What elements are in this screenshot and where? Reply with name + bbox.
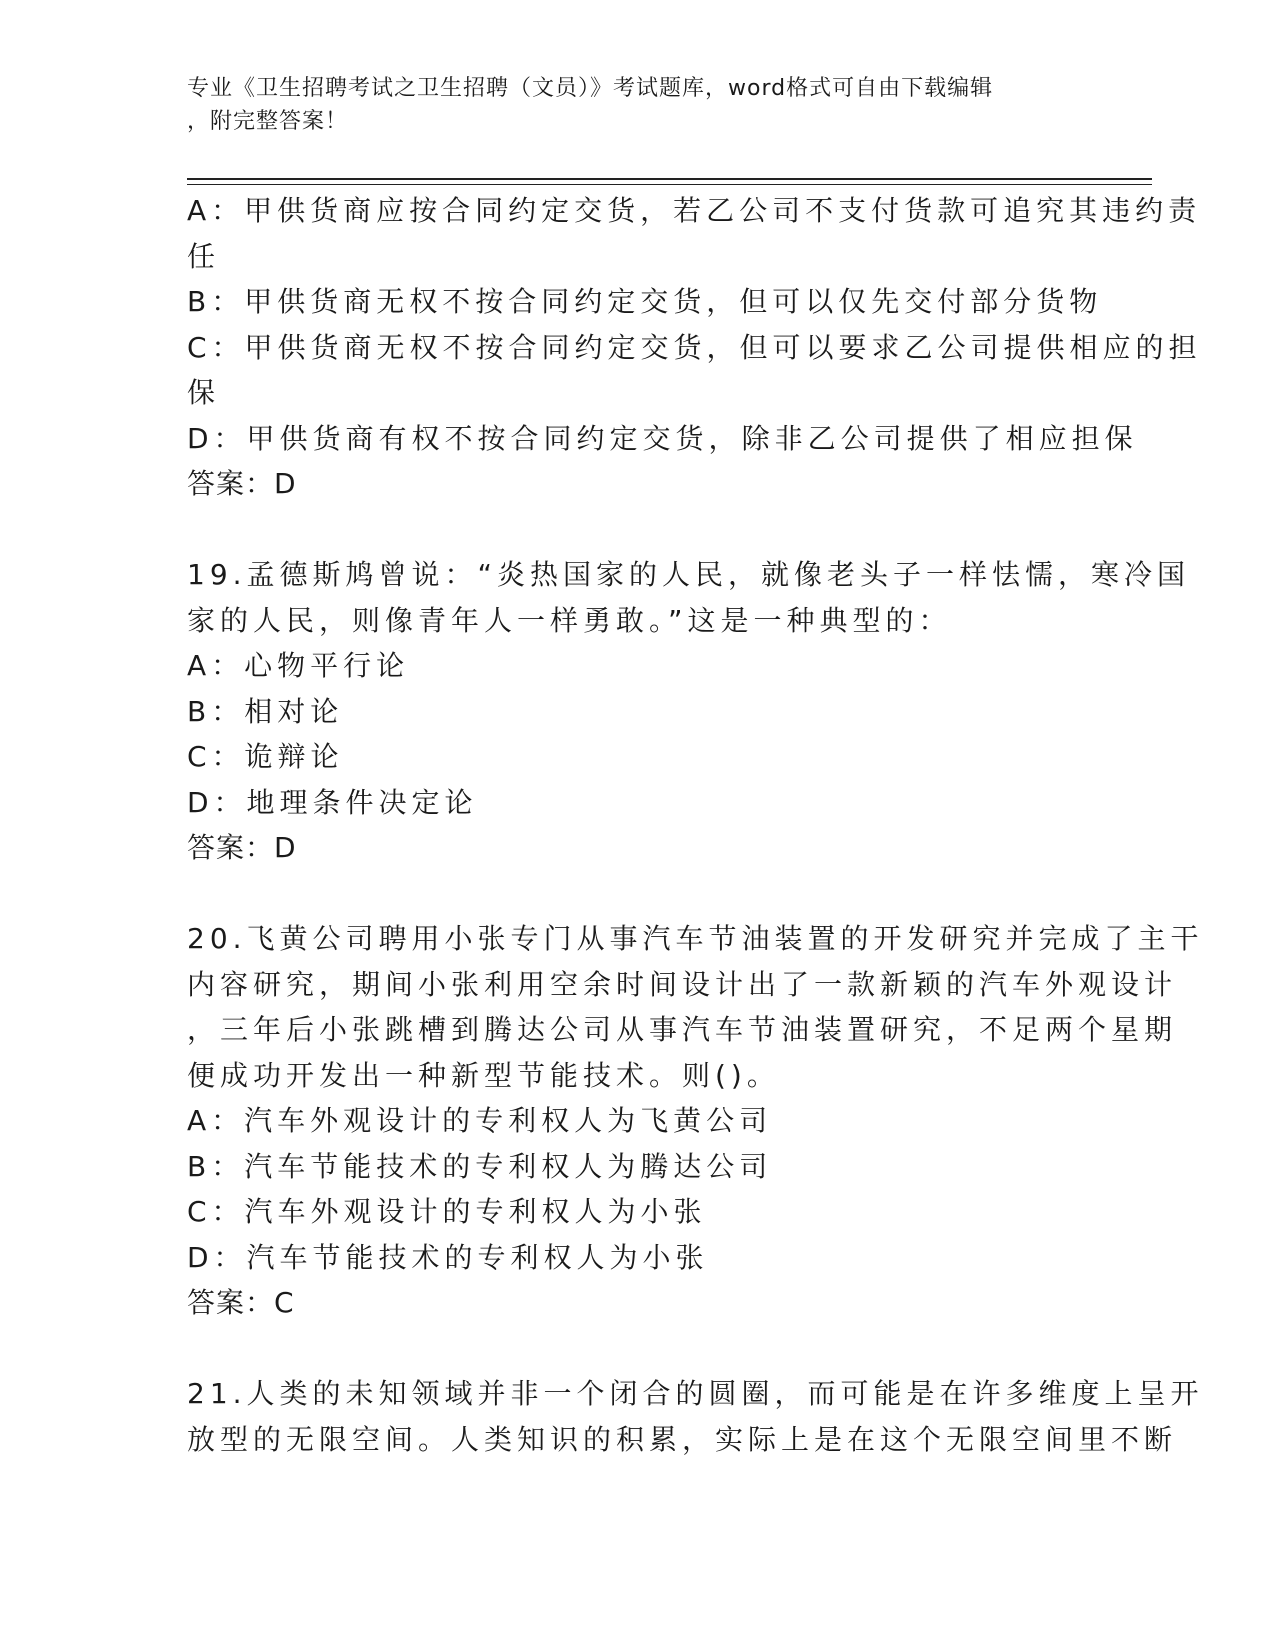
option-a: A：汽车外观设计的专利权人为飞黄公司 — [187, 1104, 773, 1137]
question-text: 20.飞黄公司聘用小张专门从事汽车节油装置的开发研究并完成了主干 — [187, 922, 1204, 955]
question-18-options — [187, 188, 1202, 507]
answer: 答案：D — [187, 467, 297, 500]
option-c: C：汽车外观设计的专利权人为小张 — [187, 1195, 707, 1228]
header-rule-thin — [187, 184, 1152, 185]
question-20 — [187, 916, 1204, 1326]
option-b: B：汽车节能技术的专利权人为腾达公司 — [187, 1149, 773, 1183]
header-line-1: 专业《卫生招聘考试之卫生招聘（文员）》考试题库，word格式可自由下载编辑 — [187, 76, 994, 101]
question-21 — [187, 1371, 1204, 1462]
option-a: A：心物平行论 — [187, 649, 410, 682]
header-rule-thick — [187, 178, 1152, 180]
spacer — [187, 1326, 1077, 1372]
document-header — [187, 72, 1087, 138]
option-c-continued: 保 — [187, 376, 221, 409]
question-text: 便成功开发出一种新型节能技术。则()。 — [187, 1058, 780, 1092]
question-text: ，三年后小张跳槽到腾达公司从事汽车节油装置研究，不足两个星期 — [187, 1013, 1178, 1046]
question-list — [187, 188, 1204, 1462]
option-c: C：甲供货商无权不按合同约定交货，但可以要求乙公司提供相应的担 — [187, 330, 1202, 364]
option-d: D：汽车节能技术的专利权人为小张 — [187, 1240, 709, 1274]
option-a-continued: 任 — [187, 239, 221, 273]
option-b: B：甲供货商无权不按合同约定交货，但可以仅先交付部分货物 — [187, 285, 1103, 318]
question-text: 21.人类的未知领域并非一个闭合的圆圈，而可能是在许多维度上呈开 — [187, 1377, 1204, 1410]
spacer — [187, 871, 1077, 917]
answer: 答案：D — [187, 831, 297, 864]
option-d: D：地理条件决定论 — [187, 785, 478, 819]
answer: 答案：C — [187, 1286, 295, 1319]
spacer — [187, 507, 1077, 553]
header-line-2: ，附完整答案！ — [187, 109, 349, 134]
question-19 — [187, 552, 1191, 871]
option-b: B：相对论 — [187, 694, 344, 728]
option-c: C：诡辩论 — [187, 740, 344, 773]
question-text: 家的人民，则像青年人一样勇敢。”这是一种典型的： — [187, 603, 952, 637]
question-text: 放型的无限空间。人类知识的积累，实际上是在这个无限空间里不断 — [187, 1422, 1178, 1456]
option-a: A：甲供货商应按合同约定交货，若乙公司不支付货款可追究其违约责 — [187, 194, 1202, 227]
option-d: D：甲供货商有权不按合同约定交货，除非乙公司提供了相应担保 — [187, 421, 1138, 455]
question-text: 内容研究，期间小张利用空余时间设计出了一款新颖的汽车外观设计 — [187, 967, 1178, 1001]
question-text: 19.孟德斯鸠曾说：“炎热国家的人民，就像老头子一样怯懦，寒冷国 — [187, 558, 1191, 591]
